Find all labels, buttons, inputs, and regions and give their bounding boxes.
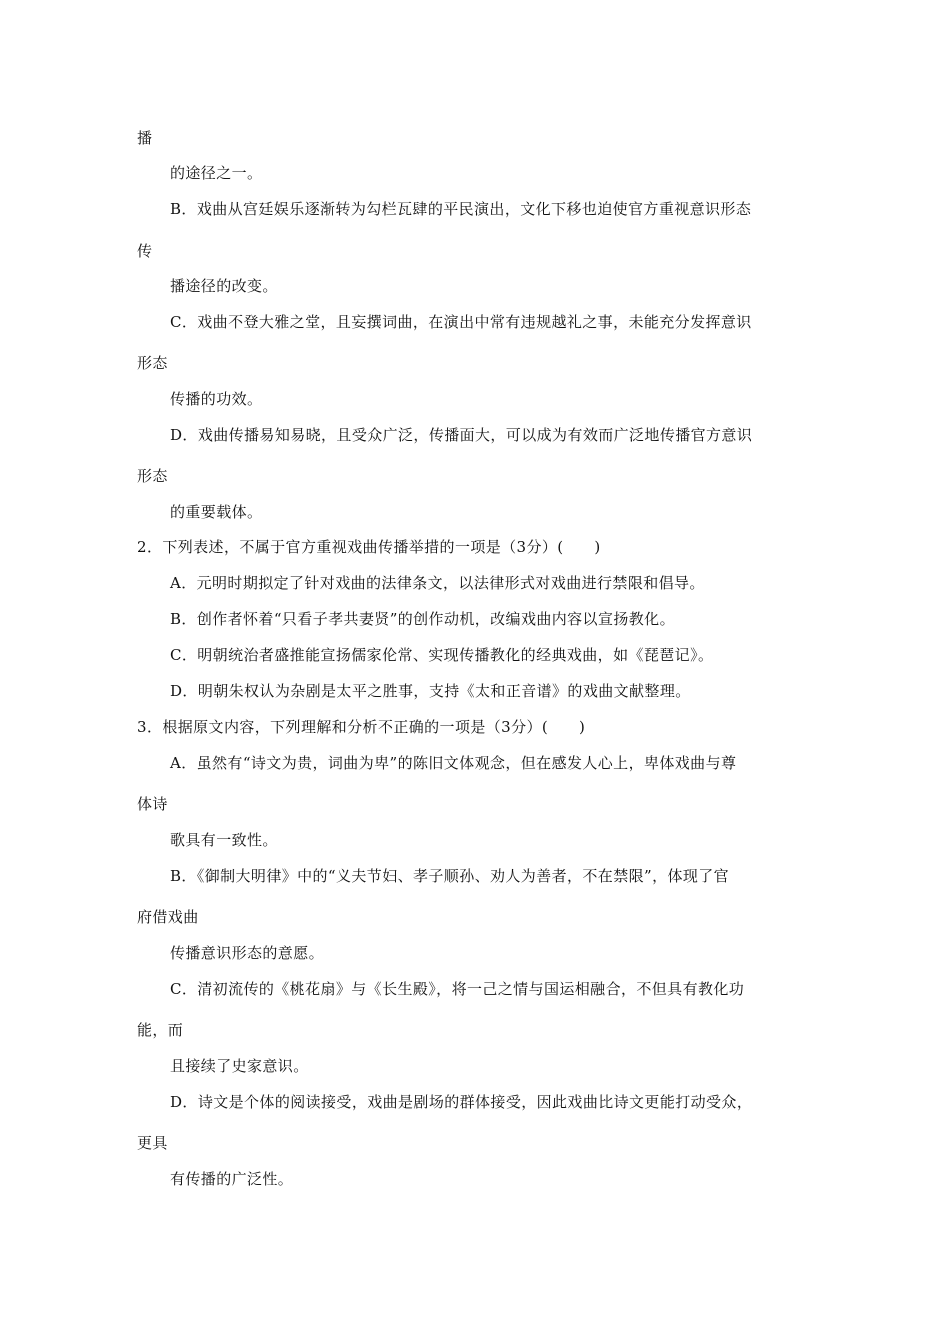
option-b-line: B．戏曲从宫廷娱乐逐渐转为勾栏瓦肆的平民演出，文化下移也迫使官方重视意识形态 — [170, 200, 752, 218]
text-line: 歌具有一致性。 — [170, 831, 278, 849]
q2-option-b: B．创作者怀着“只看子孝共妻贤”的创作动机，改编戏曲内容以宣扬教化。 — [170, 610, 675, 628]
q2-option-d: D．明朝朱权认为杂剧是太平之胜事，支持《太和正音谱》的戏曲文献整理。 — [170, 682, 691, 700]
text-line: 传播的功效。 — [170, 390, 263, 408]
text-line: 府借戏曲 — [137, 908, 199, 926]
q3-option-b: B．《御制大明律》中的“义夫节妇、孝子顺孙、劝人为善者，不在禁限”，体现了官 — [170, 867, 730, 885]
question-2: 2．下列表述，不属于官方重视戏曲传播举措的一项是（3分）( ) — [137, 538, 601, 556]
text-line: 更具 — [137, 1134, 168, 1152]
text-line: 有传播的广泛性。 — [170, 1170, 294, 1188]
q3-option-c: C．清初流传的《桃花扇》与《长生殿》，将一己之情与国运相融合，不但具有教化功 — [170, 980, 745, 998]
text-line: 传 — [137, 242, 153, 260]
text-line: 传播意识形态的意愿。 — [170, 944, 325, 962]
text-line: 的途径之一。 — [170, 164, 263, 182]
text-line: 且接续了史家意识。 — [170, 1057, 309, 1075]
q2-option-a: A．元明时期拟定了针对戏曲的法律条文，以法律形式对戏曲进行禁限和倡导。 — [170, 574, 705, 592]
option-d-line: D．戏曲传播易知易晓，且受众广泛，传播面大，可以成为有效而广泛地传播官方意识 — [170, 426, 753, 444]
q3-option-d: D．诗文是个体的阅读接受，戏曲是剧场的群体接受，因此戏曲比诗文更能打动受众， — [170, 1093, 753, 1111]
text-line: 体诗 — [137, 795, 168, 813]
text-line: 的重要载体。 — [170, 503, 263, 521]
option-c-line: C．戏曲不登大雅之堂，且妄撰词曲，在演出中常有违规越礼之事，未能充分发挥意识 — [170, 313, 752, 331]
text-line: 形态 — [137, 354, 168, 372]
text-line: 形态 — [137, 467, 168, 485]
text-line: 播 — [137, 129, 153, 147]
question-3: 3．根据原文内容，下列理解和分析不正确的一项是（3分）( ) — [137, 718, 586, 736]
text-line: 播途径的改变。 — [170, 277, 278, 295]
text-line: 能，而 — [137, 1021, 184, 1039]
q2-option-c: C．明朝统治者盛推能宣扬儒家伦常、实现传播教化的经典戏曲，如《琵琶记》。 — [170, 646, 714, 664]
q3-option-a: A．虽然有“诗文为贵，词曲为卑”的陈旧文体观念，但在感发人心上，卑体戏曲与尊 — [170, 754, 737, 772]
